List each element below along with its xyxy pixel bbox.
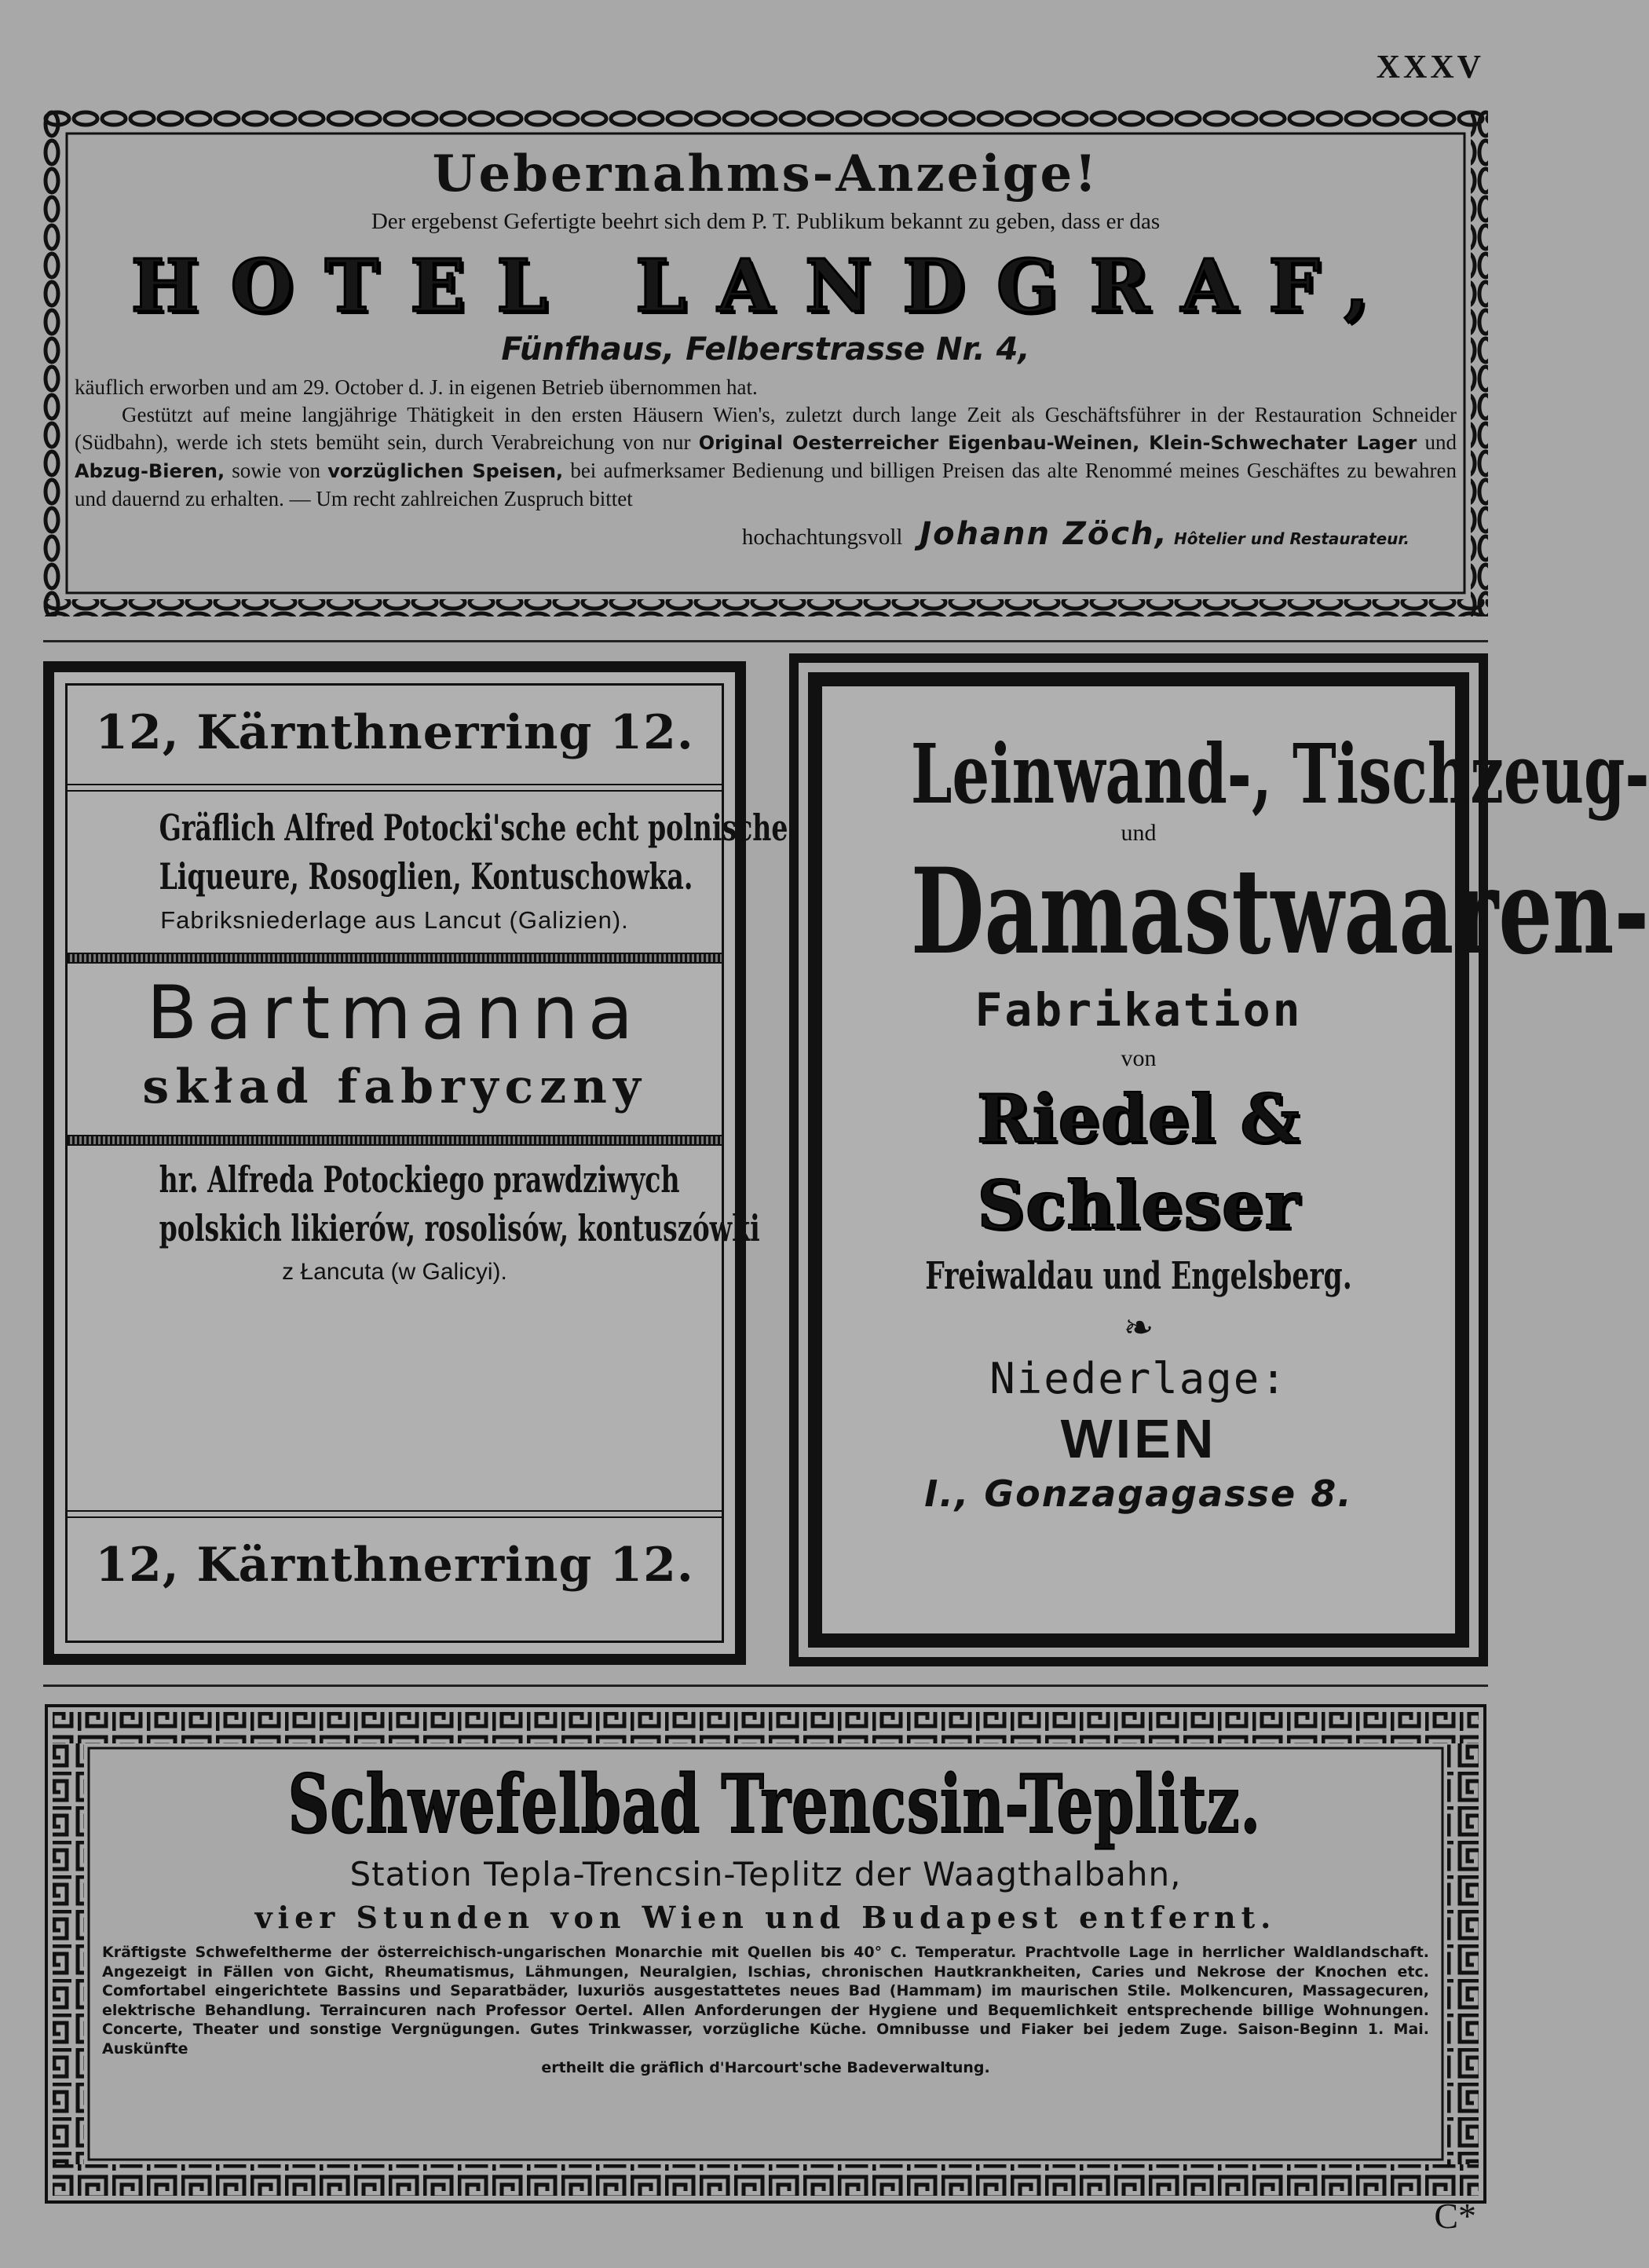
- liqueur-line-1: Gräflich Alfred Potocki'sche echt polnische: [159, 807, 788, 849]
- spa-title: Schwefelbad Trencsin-Teplitz.: [287, 1758, 1261, 1852]
- signature-mark: C*: [1434, 2196, 1476, 2236]
- body-paragraph: [75, 401, 1457, 513]
- ad-hotel-landgraf: [43, 110, 1488, 616]
- body-bold-3: vorzüglichen Speisen,: [327, 460, 564, 482]
- body-bold-1: Original Oesterreicher Eigenbau-Weinen, Klein-Schwechater Lager: [698, 432, 1417, 454]
- factory-line: Fabriksniederlage aus Lancut (Galizien).: [160, 906, 629, 934]
- street-address: I., Gonzagagasse 8.: [924, 1472, 1353, 1515]
- fabrikation-text: Fabrikation: [974, 983, 1303, 1037]
- address-bottom: 12, Kärnthnerring 12.: [95, 1538, 694, 1593]
- signer-role: Hôtelier und Restaurateur.: [1174, 529, 1410, 548]
- ad-headline: Uebernahms-Anzeige!: [432, 144, 1099, 203]
- ad-schwefelbad: [43, 1703, 1488, 2205]
- ad-spa-content: [102, 1758, 1429, 2150]
- ad-intro: Der ergebenst Gefertigte beehrt sich dem P. T. Publikum bekannt zu geben, dass er das: [371, 209, 1161, 234]
- page-number: XXXV: [1376, 49, 1484, 86]
- polish-block: [68, 1155, 760, 1292]
- von-text: von: [1121, 1045, 1157, 1071]
- sklad-line: skład fabryczny: [142, 1059, 647, 1114]
- spa-body: Kräftigste Schwefeltherme der österreichisch-ungarischen Monarchie mit Quellen bis 40° C. Temperatur. Prachtvolle Lage in herrlicher Waldlandschaft. Angezeigt in Fällen von Gicht, Rheumatismus, Lähmungen, Neuralgien, Ischias, chronischen Hautkrankheiten, Caries und Nekrose der Knochen etc. Comfortabel eingerichtete Bassins und Separatbäder, luxuriös ausgestattetes neues Bad (Hammam) im maurischen Stile. Molkencuren, Massagecuren, elektrische Behandlung. Terraincuren nach Professor Oertel. Allen Anforderungen der Hygiene und Bequemlichkeit entsprechende billige Wohnungen. Concerte, Theater und sonstige Vergnügungen. Gutes Trinkwasser, vorzügliche Küche. Omnibusse und Fiaker bei jedem Zuge. Saison-Beginn 1. Mai. Auskünfte: [102, 1944, 1429, 2058]
- separator: [68, 784, 722, 792]
- city-text: WIEN: [1060, 1408, 1217, 1469]
- body-text-3: und: [1424, 430, 1457, 454]
- ad-hotel-content: [75, 141, 1457, 585]
- bartmanna-title: Bartmanna: [146, 971, 643, 1056]
- product-line-1: Leinwand-, Tischzeug-: [910, 726, 1649, 822]
- product-line-2: Damastwaaren-: [910, 843, 1649, 981]
- address-top: 12, Kärnthnerring 12.: [95, 705, 694, 760]
- separator: [68, 953, 722, 964]
- liqueur-block: [68, 803, 788, 940]
- signature-line: [75, 516, 1457, 552]
- locations-text: Freiwaldau und Engelsberg.: [925, 1254, 1352, 1298]
- ad-body: [75, 374, 1457, 513]
- liqueur-line-2: Liqueure, Rosoglien, Kontuschowka.: [159, 855, 693, 898]
- body-text-5: bei aufmerksamer Bedienung und billigen Preisen das alte Renommé meines Geschäftes zu bewahren und dauernd zu erhalten. — Um recht zahlreichen Zuspruch bittet: [75, 459, 1457, 510]
- spa-body-last: ertheilt die gräflich d'Harcourt'sche Badeverwaltung.: [541, 2059, 990, 2076]
- closing: hochachtungsvoll: [741, 525, 903, 550]
- distance-line: vier Stunden von Wien und Budapest entfernt.: [254, 1900, 1277, 1935]
- floral-ornament-icon: ❧: [1123, 1306, 1154, 1348]
- body-text-2: Gestützt auf meine langjährige Thätigkeit in den ersten Häusern Wien's, zuletzt durch lange Zeit als Geschäftsführer in der Restauration Schneider (Südbahn), werde ich stets bemüht sein, durch Verabreichung von nur: [75, 403, 1457, 454]
- body-bold-2: Abzug-Bieren,: [75, 460, 225, 482]
- ad-riedel-schleser: [789, 653, 1649, 1666]
- station-line: Station Tepla-Trencsin-Teplitz der Waagthalbahn,: [349, 1855, 1182, 1893]
- divider-rule: [43, 640, 1488, 642]
- divider-rule: [43, 1685, 1488, 1687]
- polish-line-1: hr. Alfreda Potockiego prawdziwych: [159, 1158, 680, 1201]
- ad-potocki-inner: [65, 683, 788, 1643]
- signer-name: Johann Zöch,: [920, 516, 1168, 552]
- und-text: und: [1121, 820, 1157, 846]
- separator: [68, 1135, 722, 1146]
- polish-line-2: polskich likierów, rosolisów, kontuszówki: [159, 1207, 760, 1249]
- body-text-4: sowie von: [232, 459, 320, 482]
- depot-label: Niederlage:: [989, 1354, 1288, 1403]
- polish-line-3: z Łancuta (w Galicyi).: [282, 1259, 507, 1285]
- hotel-address: Fünfhaus, Felberstrasse Nr. 4,: [501, 331, 1030, 368]
- separator: [68, 1510, 722, 1518]
- ad-potocki: [43, 661, 788, 1665]
- company-name: Riedel & Schleser: [976, 1080, 1301, 1244]
- body-line-1: käuflich erworben und am 29. October d. J. in eigenen Betrieb übernommen hat.: [75, 375, 758, 399]
- ad-riedel-inner: [808, 672, 1649, 1648]
- hotel-name: HOTEL LANDGRAF,: [130, 243, 1401, 328]
